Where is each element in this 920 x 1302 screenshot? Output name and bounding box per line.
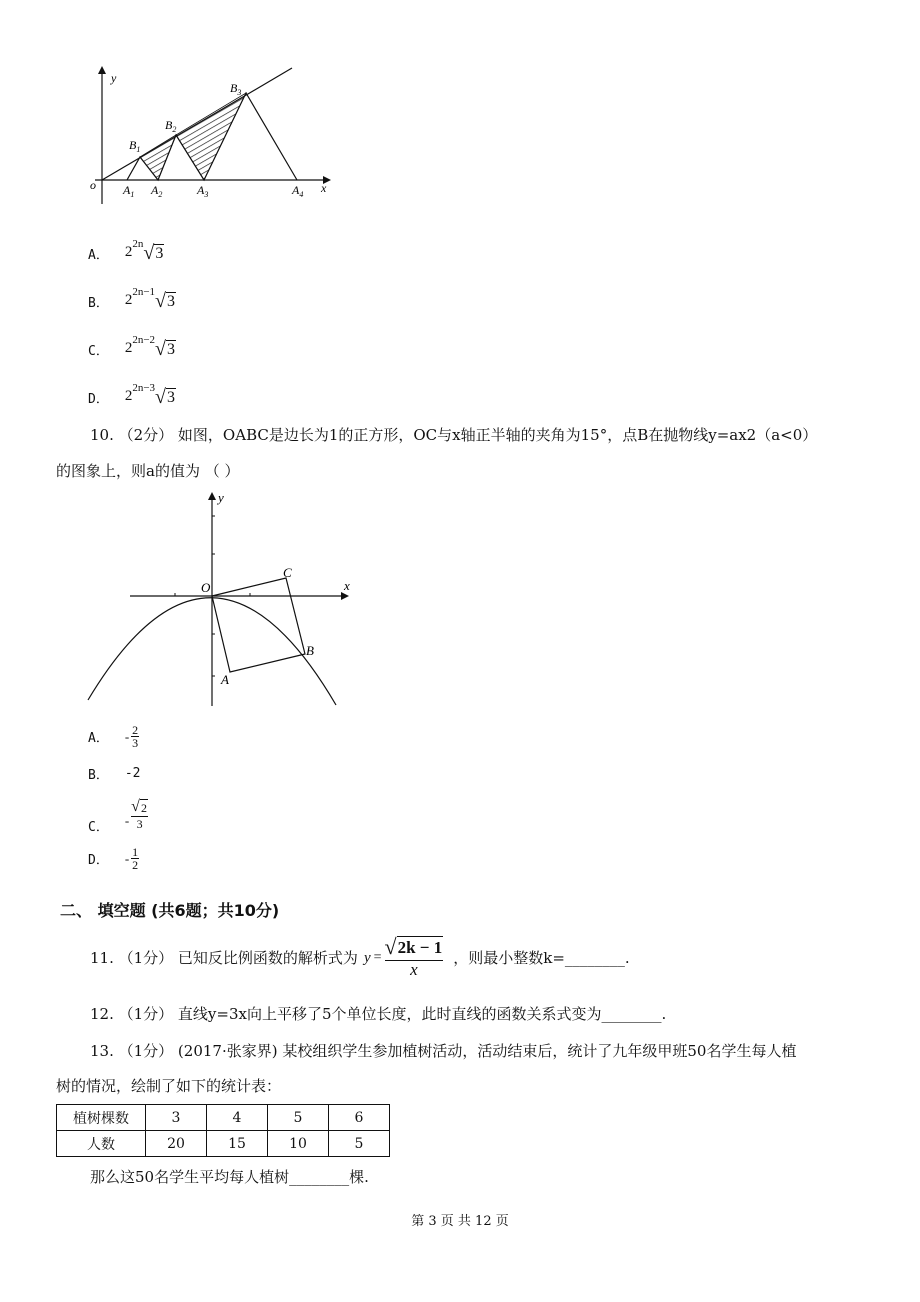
table-row	[57, 1105, 390, 1131]
option-label: B．	[88, 768, 109, 783]
q10-text-line1: 10. （2分） 如图，OABC是边长为1的正方形，OC与x轴正半轴的夹角为15°，点B在抛物线y=ax2（a<0）	[90, 426, 818, 444]
figure-parabola-square	[85, 488, 360, 710]
q11-formula: y = √ 2k − 1 x	[363, 934, 443, 979]
option-label: B．	[88, 296, 109, 311]
fig1-a3-label: $A_3$	[197, 183, 209, 199]
table-header-cell: 人数	[57, 1131, 146, 1157]
fig2-a-label: A	[221, 672, 229, 687]
table-cell: 20	[146, 1131, 207, 1157]
q10-option-d[interactable]	[88, 846, 139, 871]
q9-option-d[interactable]	[88, 382, 176, 408]
fig1-a2-label: $A_2$	[151, 183, 163, 199]
fig2-y-label: y	[218, 490, 224, 505]
figure-zigzag-triangles	[85, 62, 335, 207]
q13-text-line1: 13. （1分） (2017·张家界) 某校组织学生参加植树活动，活动结束后，统计了九年级甲班50名学生每人植	[90, 1042, 797, 1060]
option-label: C．	[88, 344, 109, 359]
q10-option-a[interactable]	[88, 724, 139, 749]
option-expression: 2 2n √ 3	[124, 238, 164, 264]
fig1-y-label: y	[111, 71, 117, 85]
option-expression: 2 2n−2 √ 3	[124, 334, 176, 360]
q9-option-a[interactable]	[88, 238, 164, 264]
table-header-cell: 植树棵数	[57, 1105, 146, 1131]
fig1-origin-label: o	[90, 178, 96, 192]
q10-text-line2: 的图象上，则a的值为 （ ）	[56, 462, 240, 480]
table-cell: 10	[268, 1131, 329, 1157]
table-cell: 5	[268, 1105, 329, 1131]
q10-option-b[interactable]	[88, 764, 140, 783]
q11-text: 11. （1分） 已知反比例函数的解析式为 y = √ 2k − 1 x ，则最小整数k=________.	[90, 934, 630, 979]
option-label: C．	[88, 820, 109, 835]
option-label: A．	[88, 731, 109, 746]
table-row	[57, 1131, 390, 1157]
fig2-origin-label: O	[201, 580, 211, 595]
page-footer: 第 3 页 共 12 页	[411, 1214, 509, 1229]
q9-option-b[interactable]	[88, 286, 176, 312]
fig2-b-label: B	[306, 643, 314, 658]
table-cell: 15	[207, 1131, 268, 1157]
tree-planting-table	[56, 1104, 390, 1157]
q13-text-line2: 树的情况，绘制了如下的统计表：	[56, 1077, 282, 1095]
fig2-c-label: C	[283, 565, 292, 580]
q10-option-c[interactable]	[88, 794, 148, 835]
fig1-b3-label: $B_3$	[230, 81, 242, 97]
table-cell: 4	[207, 1105, 268, 1131]
option-expression: - $\frac{1}{2}$	[124, 845, 139, 872]
option-expression: -2	[124, 766, 141, 781]
option-expression: - √ 2 3	[124, 797, 147, 831]
q12-text: 12. （1分） 直线y=3x向上平移了5个单位长度，此时直线的函数关系式变为________.	[90, 1005, 667, 1023]
option-label: D．	[88, 853, 109, 868]
option-expression: 2 2n−1 √ 3	[124, 286, 176, 312]
q9-option-c[interactable]	[88, 334, 176, 360]
option-expression: 2 2n−3 √ 3	[124, 382, 176, 408]
fig1-x-label: x	[321, 181, 327, 195]
fig2-x-label: x	[344, 578, 350, 593]
option-label: A．	[88, 248, 109, 263]
fig1-b1-label: $B_1$	[129, 138, 141, 154]
q13-text-line3: 那么这50名学生平均每人植树________棵.	[90, 1168, 369, 1186]
table-cell: 6	[329, 1105, 390, 1131]
fig1-a4-label: $A_4$	[292, 183, 304, 199]
fig1-a1-label: $A_1$	[123, 183, 135, 199]
option-expression: - $\frac{2}{3}$	[124, 723, 139, 750]
fig1-b2-label: $B_2$	[165, 118, 177, 134]
option-label: D．	[88, 392, 109, 407]
section-title-fill-blank: 二、 填空题 (共6题；共10分)	[60, 901, 280, 920]
table-cell: 3	[146, 1105, 207, 1131]
table-cell: 5	[329, 1131, 390, 1157]
